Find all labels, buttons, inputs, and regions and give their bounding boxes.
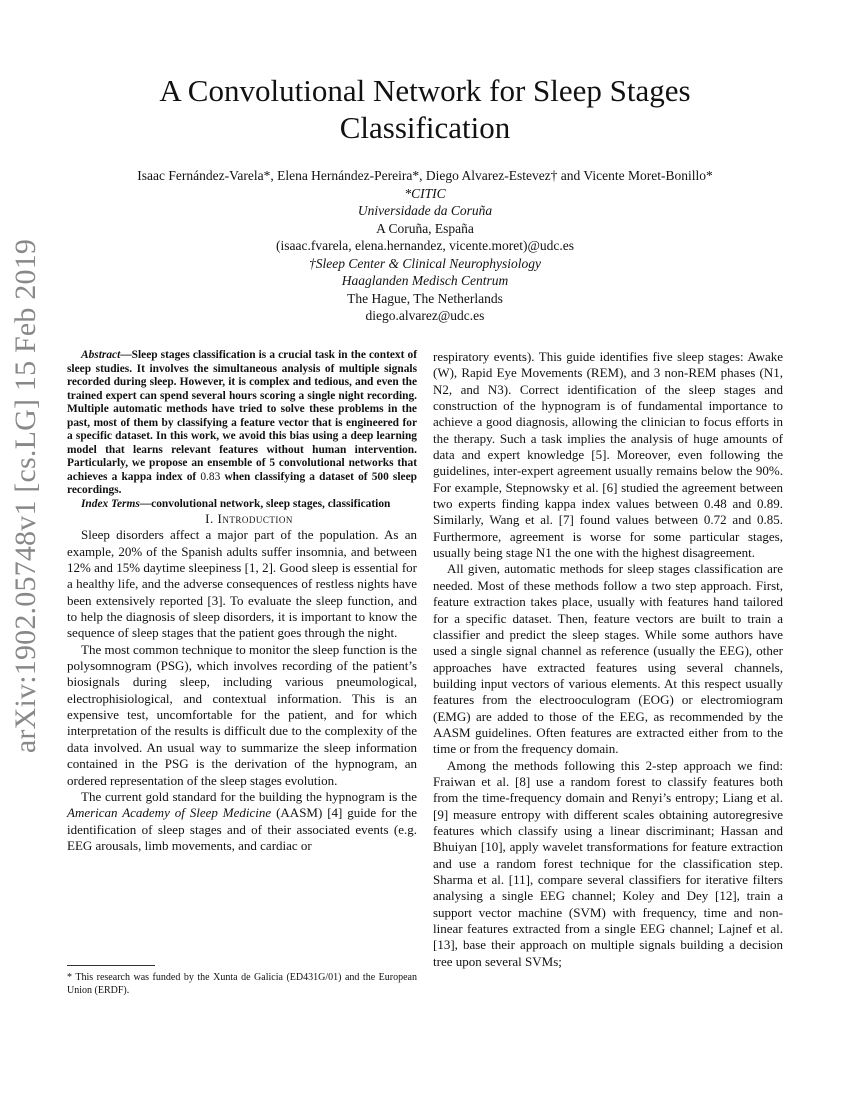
intro-paragraph-2: The most common technique to monitor the sleep function is the polysomnogram (PSG), which involves recording of the patient’s biosignals during sleep, including various pneumological, electrophisiological, and contextual information. This is an expensive test, uncomfortable for the patient, and for which interpretation of the results is difficult due to the complexity of the data involved. An usual way to summarize the sleep information contained in the PSG is the derivation of the hypnogram, an ordered representation of the sleep stages evolution. xyxy=(67,641,417,788)
left-column xyxy=(67,349,417,854)
affiliation-city-spain: A Coruña, España xyxy=(376,220,474,236)
arxiv-identifier: arXiv:1902.05748v1 [cs.LG] 15 Feb 2019 xyxy=(9,238,42,754)
authors-line: Isaac Fernández-Varela*, Elena Hernández-Pereira*, Diego Alvarez-Estevez† and Vicente Moret-Bonillo* xyxy=(137,168,713,183)
index-terms-text: —convolutional network, sleep stages, classification xyxy=(139,497,391,510)
title-line-2: Classification xyxy=(339,110,511,145)
intro-paragraph-1: Sleep disorders affect a major part of the population. As an example, 20% of the Spanish adults suffer insomnia, and between 12% and 15% daytime sleepiness [1, 2]. Good sleep is essential for a healthy life, and the adverse consequences of restless nights have been extensively reported [3]. To evaluate the sleep function, and to help the diagnosis of sleep disorders, it is important to know the sequence of sleep stages that the patient goes through the night. xyxy=(67,527,417,641)
right-p1-text-b: and xyxy=(726,496,757,512)
abstract-text-1: —Sleep stages classification is a crucial task in the context of sleep studies. It involves the simultaneous analysis of multiple signals recorded during sleep. However, it is complex and tedious, and even the trained expert can spend several hours scoring a single night recording. Multiple automatic methods have tried to solve these problems in the past, most of them by classifying a feature vector that is engineered for a specific dataset. In this work, we avoid this bias using a deep learning model that learns relevant features without human intervention. Particularly, we propose an ensemble of 5 convolutional networks that achieves a kappa index of xyxy=(67,349,417,483)
author-block xyxy=(60,167,790,325)
aasm-name: American Academy of Sleep Medicine xyxy=(67,805,272,821)
arxiv-sidebar-stamp xyxy=(2,238,50,754)
right-paragraph-3: Among the methods following this 2-step approach we find: Fraiwan et al. [8] use a random forest to classify features both from the time-frequency domain and Renyi’s entropy; Liang et al. [9] measure entropy with different scales obtaining autoregresive features which classify using a linear discriminant; Hassan and Bhuiyan [10], apply wavelet transformations for feature extraction and use a random forest technique for the classification step. Sharma et al. [11], compare several classifiers for iterative filters analysing a single EEG channel; Koley and Dey [12], train a support vector machine (SVM) with frequency, time and non-linear features extracted from a single EEG channel; Lajnef et al. [13], base their approach on multiple signals building a decision tree upon several SVMs; xyxy=(433,757,783,969)
paper-title xyxy=(80,72,770,146)
intro-p3-text-b: (AASM) [4] guide for the identification of sleep stages and of their associated events (e.g. EEG arousals, limb movements, and cardiac or xyxy=(67,805,417,853)
kappa-high-wang: 0.85 xyxy=(757,512,780,528)
index-terms-label: Index Terms xyxy=(81,497,140,510)
right-p1-text-a: respiratory events). This guide identifies five sleep stages: Awake (W), Rapid Eye Movements (REM), and 3 non-REM phases (N1, N2, and N3). Correct identification of the sleep stages and construction of the hypnogram is of fundamental importance to achieve a good diagnosis, allowing the clinician to focus efforts in the therapy. Such a task implies the analysis of huge amounts of data and expert knowledge [5]. Moreover, even following the guidelines, inter-expert agreement usually remains below the 90%. For example, Stepnowsky et al. [6] studied the agreement between two experts finding kappa index values between xyxy=(433,349,783,512)
right-paragraph-2: All given, automatic methods for sleep stages classification are needed. Most of these methods follow a two step approach. First, feature extraction takes place, usually with features hand tailored for a specific dataset. Then, feature vectors are built to train a classifier and predict the sleep stages. While some authors have used a single signal channel as reference (usually the EEG), other approaches have extracted features using several channels, building input vectors of various elements. At this respect usually features from the electrooculogram (EOG) or electromiogram (EMG) are added to those of the EEG, as recommended by the AASM guidelines. Often features are extracted either from to the time or from the frequency domain. xyxy=(433,561,783,757)
affiliation-emails-udc: (isaac.fvarela, elena.hernandez, vicente.moret)@udc.es xyxy=(275,238,574,253)
intro-paragraph-3 xyxy=(67,789,417,854)
intro-p3-text-a: The current gold standard for the building the hypnogram is the xyxy=(81,788,417,804)
abstract-label: Abstract xyxy=(81,349,121,361)
right-p1-text-d: and xyxy=(726,512,757,528)
funding-footnote: * This research was funded by the Xunta de Galicia (ED431G/01) and the European Union (ERDF). xyxy=(67,972,417,996)
abstract-kappa-value: 0.83 xyxy=(200,470,221,483)
kappa-high-stepnowsky: 0.89 xyxy=(756,496,780,512)
index-terms xyxy=(67,498,417,512)
affiliation-citic: *CITIC xyxy=(404,185,446,201)
section-heading-introduction: I. Introduction xyxy=(205,511,293,526)
kappa-low-wang: 0.72 xyxy=(703,512,727,528)
abstract-text-2: when classifying a dataset of 500 sleep recordings. xyxy=(67,470,417,496)
footnote-divider xyxy=(67,965,155,966)
right-p1-text-e: . Furthermore, agreement is worse for some particular stages, usually being stage N1 the one with the highest disagreement. xyxy=(433,512,783,561)
affiliation-sleep-center: †Sleep Center & Clinical Neurophysiology xyxy=(309,255,541,271)
right-column xyxy=(433,349,783,970)
affiliation-email-alvarez: diego.alvarez@udc.es xyxy=(365,308,485,323)
affiliation-hospital: Haaglanden Medisch Centrum xyxy=(341,273,509,288)
affiliation-university: Universidade da Coruña xyxy=(357,203,493,218)
abstract xyxy=(67,349,417,498)
kappa-low-stepnowsky: 0.48 xyxy=(704,496,727,512)
title-line-1: A Convolutional Network for Sleep Stages xyxy=(159,73,691,108)
right-p1-text-c: . Similarly, Wang et al. [7] found values between xyxy=(433,496,783,528)
affiliation-city-netherlands: The Hague, The Netherlands xyxy=(347,290,503,306)
right-paragraph-1 xyxy=(433,349,783,561)
